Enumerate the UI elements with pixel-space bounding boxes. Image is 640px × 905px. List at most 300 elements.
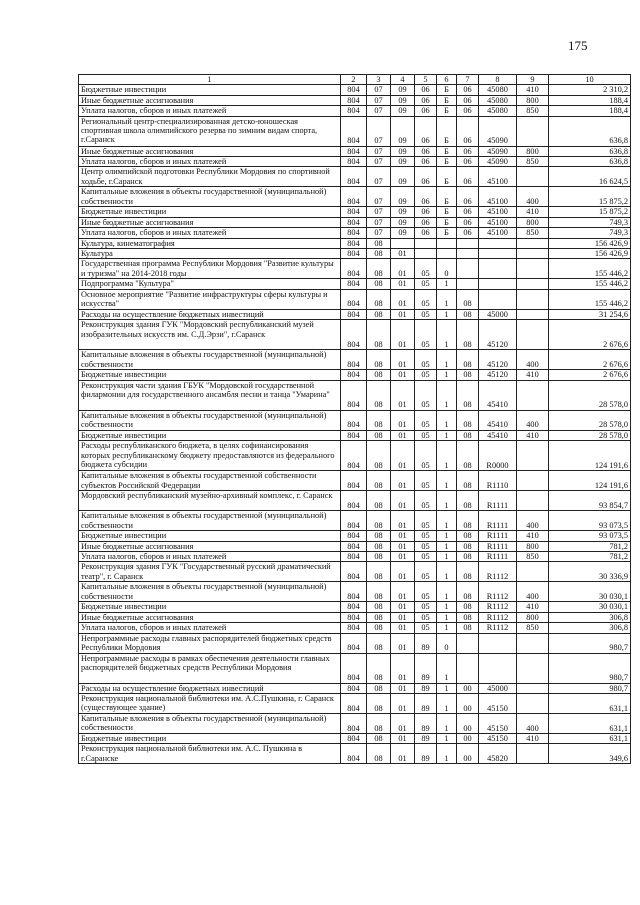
code-event: 00	[457, 693, 479, 713]
code-direction: R1110	[479, 471, 517, 491]
code-admin: 804	[341, 370, 367, 380]
code-event: 08	[457, 511, 479, 531]
code-direction: 45100	[479, 167, 517, 187]
code-subsection: 01	[391, 653, 415, 683]
row-name: Бюджетные инвестиции	[79, 733, 341, 743]
code-section: 07	[367, 207, 391, 217]
code-subprogram	[437, 238, 457, 248]
code-expense-type: 850	[517, 551, 549, 561]
table-row	[79, 146, 631, 156]
code-subsection: 01	[391, 511, 415, 531]
amount: 2 676,6	[549, 320, 631, 350]
amount: 636,8	[549, 146, 631, 156]
code-program: 05	[415, 612, 437, 622]
code-event: 08	[457, 551, 479, 561]
table-row	[79, 511, 631, 531]
code-expense-type: 410	[517, 85, 549, 95]
code-event: 06	[457, 228, 479, 238]
table-row	[79, 167, 631, 187]
code-program: 06	[415, 106, 437, 116]
code-program: 06	[415, 146, 437, 156]
table-row	[79, 106, 631, 116]
code-program: 05	[415, 289, 437, 309]
code-section: 08	[367, 491, 391, 511]
code-direction: 45000	[479, 683, 517, 693]
table-row	[79, 370, 631, 380]
code-subsection: 09	[391, 146, 415, 156]
code-event: 08	[457, 430, 479, 440]
row-name: Подпрограмма "Культура"	[79, 279, 341, 289]
row-name: Капитальные вложения в объекты государственной (муниципальной) собственности	[79, 713, 341, 733]
code-expense-type	[517, 320, 549, 350]
amount: 124 191,6	[549, 441, 631, 471]
code-program: 05	[415, 602, 437, 612]
code-direction: R1112	[479, 562, 517, 582]
table-row	[79, 217, 631, 227]
code-subsection: 01	[391, 320, 415, 350]
code-admin: 804	[341, 683, 367, 693]
table-row	[79, 95, 631, 105]
code-subsection	[391, 238, 415, 248]
code-program: 05	[415, 350, 437, 370]
code-program: 05	[415, 441, 437, 471]
code-event: 08	[457, 289, 479, 309]
code-subprogram: 1	[437, 541, 457, 551]
code-subsection: 01	[391, 309, 415, 319]
code-admin: 804	[341, 612, 367, 622]
code-section: 08	[367, 562, 391, 582]
code-program: 06	[415, 187, 437, 207]
code-expense-type	[517, 683, 549, 693]
code-event: 06	[457, 157, 479, 167]
code-subprogram: Б	[437, 167, 457, 187]
code-program	[415, 238, 437, 248]
table-row	[79, 309, 631, 319]
code-expense-type: 410	[517, 207, 549, 217]
row-name: Реконструкция национальной библиотеки им. А.С. Пушкина в г.Саранске	[79, 744, 341, 764]
code-event: 00	[457, 744, 479, 764]
code-event	[457, 279, 479, 289]
row-name: Реконструкция здания ГУК "Государственный русский драматический театр", г. Саранск	[79, 562, 341, 582]
code-subprogram: 1	[437, 582, 457, 602]
code-subprogram: 1	[437, 693, 457, 713]
code-direction: R1111	[479, 541, 517, 551]
code-program: 05	[415, 309, 437, 319]
code-subprogram: 1	[437, 683, 457, 693]
budget-table	[78, 74, 631, 764]
header-cell: 2	[341, 75, 367, 85]
code-event: 08	[457, 309, 479, 319]
code-expense-type	[517, 653, 549, 683]
code-expense-type: 850	[517, 228, 549, 238]
code-direction: 45410	[479, 430, 517, 440]
table-row	[79, 582, 631, 602]
amount: 980,7	[549, 683, 631, 693]
amount: 28 578,0	[549, 410, 631, 430]
code-program: 89	[415, 693, 437, 713]
code-subprogram: 1	[437, 350, 457, 370]
code-section: 08	[367, 238, 391, 248]
code-section: 08	[367, 683, 391, 693]
code-event	[457, 249, 479, 259]
code-subprogram: 1	[437, 562, 457, 582]
code-expense-type: 400	[517, 350, 549, 370]
row-name: Мордовский республиканский музейно-архивный комплекс, г. Саранск	[79, 491, 341, 511]
code-event: 08	[457, 602, 479, 612]
code-program: 05	[415, 511, 437, 531]
code-admin: 804	[341, 653, 367, 683]
code-expense-type: 850	[517, 623, 549, 633]
code-direction: 45120	[479, 370, 517, 380]
header-cell: 5	[415, 75, 437, 85]
code-program: 05	[415, 562, 437, 582]
table-row	[79, 531, 631, 541]
row-name: Основное мероприятие "Развитие инфраструктуры сферы культуры и искусства"	[79, 289, 341, 309]
code-expense-type: 850	[517, 157, 549, 167]
row-name: Иные бюджетные ассигнования	[79, 146, 341, 156]
code-program	[415, 249, 437, 259]
code-program: 05	[415, 541, 437, 551]
code-subsection: 01	[391, 410, 415, 430]
code-section: 07	[367, 167, 391, 187]
code-event: 06	[457, 217, 479, 227]
code-subprogram: 1	[437, 279, 457, 289]
code-direction: 45150	[479, 733, 517, 743]
code-event	[457, 653, 479, 683]
header-cell: 3	[367, 75, 391, 85]
code-subprogram: 1	[437, 713, 457, 733]
code-direction: R1111	[479, 531, 517, 541]
code-subprogram: 1	[437, 491, 457, 511]
code-program: 89	[415, 653, 437, 683]
code-event: 00	[457, 713, 479, 733]
code-expense-type	[517, 279, 549, 289]
code-expense-type: 850	[517, 106, 549, 116]
code-subprogram: Б	[437, 106, 457, 116]
code-subsection: 01	[391, 541, 415, 551]
amount: 15 875,2	[549, 187, 631, 207]
code-subprogram: 1	[437, 612, 457, 622]
code-subsection: 09	[391, 95, 415, 105]
code-direction: 45120	[479, 350, 517, 370]
code-expense-type: 800	[517, 612, 549, 622]
code-subprogram	[437, 249, 457, 259]
code-admin: 804	[341, 146, 367, 156]
code-admin: 804	[341, 187, 367, 207]
code-event: 06	[457, 167, 479, 187]
code-direction	[479, 289, 517, 309]
code-event: 08	[457, 441, 479, 471]
code-subsection: 01	[391, 259, 415, 279]
code-section: 07	[367, 217, 391, 227]
amount: 124 191,6	[549, 471, 631, 491]
code-section: 08	[367, 410, 391, 430]
code-event: 06	[457, 146, 479, 156]
code-section: 07	[367, 157, 391, 167]
code-section: 08	[367, 350, 391, 370]
code-section: 08	[367, 430, 391, 440]
table-row	[79, 430, 631, 440]
code-subsection: 09	[391, 217, 415, 227]
amount: 16 624,5	[549, 167, 631, 187]
table-row	[79, 633, 631, 653]
table-row	[79, 350, 631, 370]
code-admin: 804	[341, 309, 367, 319]
code-subprogram: Б	[437, 85, 457, 95]
code-direction	[479, 279, 517, 289]
code-admin: 804	[341, 733, 367, 743]
code-program: 06	[415, 228, 437, 238]
code-expense-type: 400	[517, 713, 549, 733]
code-expense-type: 410	[517, 602, 549, 612]
row-name: Реконструкция национальной библиотеки им. А.С.Пушкина, г. Саранск (существующее здание)	[79, 693, 341, 713]
code-section: 08	[367, 320, 391, 350]
amount: 749,3	[549, 228, 631, 238]
code-program: 05	[415, 531, 437, 541]
amount: 349,6	[549, 744, 631, 764]
amount: 781,2	[549, 551, 631, 561]
code-subprogram: 1	[437, 410, 457, 430]
code-section: 08	[367, 582, 391, 602]
code-program: 06	[415, 116, 437, 146]
code-subprogram: 1	[437, 380, 457, 410]
amount: 93 073,5	[549, 531, 631, 541]
code-event: 00	[457, 733, 479, 743]
row-name: Капитальные вложения в объекты государственной (муниципальной) собственности	[79, 582, 341, 602]
amount: 155 446,2	[549, 259, 631, 279]
header-cell: 1	[79, 75, 341, 85]
code-subprogram: Б	[437, 116, 457, 146]
code-expense-type	[517, 289, 549, 309]
header-cell: 7	[457, 75, 479, 85]
table-row	[79, 289, 631, 309]
code-section: 07	[367, 116, 391, 146]
code-direction: 45150	[479, 693, 517, 713]
code-subsection: 01	[391, 531, 415, 541]
code-expense-type	[517, 693, 549, 713]
code-subsection: 01	[391, 370, 415, 380]
code-admin: 804	[341, 279, 367, 289]
code-expense-type	[517, 167, 549, 187]
code-direction	[479, 653, 517, 683]
code-subsection: 09	[391, 167, 415, 187]
table-row	[79, 683, 631, 693]
row-name: Бюджетные инвестиции	[79, 602, 341, 612]
code-expense-type: 410	[517, 733, 549, 743]
code-subprogram: 0	[437, 633, 457, 653]
amount: 636,8	[549, 157, 631, 167]
code-section: 08	[367, 259, 391, 279]
table-row	[79, 562, 631, 582]
code-expense-type	[517, 471, 549, 491]
row-name: Центр олимпийской подготовки Республики Мордовия по спортивной ходьбе, г.Саранск	[79, 167, 341, 187]
code-direction: R0000	[479, 441, 517, 471]
code-admin: 804	[341, 320, 367, 350]
code-section: 07	[367, 146, 391, 156]
row-name: Иные бюджетные ассигнования	[79, 612, 341, 622]
code-expense-type	[517, 633, 549, 653]
header-cell: 4	[391, 75, 415, 85]
code-expense-type	[517, 562, 549, 582]
table-row	[79, 623, 631, 633]
code-admin: 804	[341, 106, 367, 116]
code-expense-type: 800	[517, 217, 549, 227]
amount: 31 254,6	[549, 309, 631, 319]
code-direction	[479, 633, 517, 653]
code-subprogram: 1	[437, 320, 457, 350]
table-row	[79, 653, 631, 683]
code-section: 08	[367, 441, 391, 471]
amount: 636,8	[549, 116, 631, 146]
table-row	[79, 238, 631, 248]
table-row	[79, 85, 631, 95]
code-direction: R1112	[479, 602, 517, 612]
row-name: Культура, кинематография	[79, 238, 341, 248]
page-number: 175	[568, 38, 588, 53]
code-event: 08	[457, 612, 479, 622]
code-subsection: 01	[391, 430, 415, 440]
row-name: Уплата налогов, сборов и иных платежей	[79, 551, 341, 561]
row-name: Капитальные вложения в объекты государственной (муниципальной) собственности	[79, 187, 341, 207]
amount: 2 676,6	[549, 350, 631, 370]
code-subsection: 01	[391, 733, 415, 743]
code-expense-type: 410	[517, 430, 549, 440]
code-direction: 45100	[479, 217, 517, 227]
code-program: 89	[415, 683, 437, 693]
code-admin: 804	[341, 511, 367, 531]
code-admin: 804	[341, 410, 367, 430]
amount: 30 030,1	[549, 582, 631, 602]
code-section: 08	[367, 289, 391, 309]
code-subsection: 01	[391, 441, 415, 471]
code-subsection: 01	[391, 562, 415, 582]
code-event: 06	[457, 106, 479, 116]
row-name: Бюджетные инвестиции	[79, 370, 341, 380]
code-section: 08	[367, 623, 391, 633]
row-name: Уплата налогов, сборов и иных платежей	[79, 106, 341, 116]
amount: 306,8	[549, 612, 631, 622]
table-row	[79, 228, 631, 238]
table-row	[79, 441, 631, 471]
code-admin: 804	[341, 582, 367, 602]
code-subprogram: 1	[437, 733, 457, 743]
table-row	[79, 551, 631, 561]
code-program: 05	[415, 551, 437, 561]
code-event: 06	[457, 95, 479, 105]
code-subsection: 09	[391, 228, 415, 238]
code-admin: 804	[341, 238, 367, 248]
code-direction: 45090	[479, 146, 517, 156]
code-program: 05	[415, 410, 437, 430]
code-expense-type	[517, 441, 549, 471]
code-subprogram: 1	[437, 623, 457, 633]
code-subprogram: 1	[437, 531, 457, 541]
header-row	[79, 75, 631, 85]
code-expense-type	[517, 259, 549, 279]
row-name: Непрограммные расходы в рамках обеспечения деятельности главных распорядителей бюджетных средств Республики Мордовия	[79, 653, 341, 683]
code-direction	[479, 238, 517, 248]
code-expense-type: 800	[517, 146, 549, 156]
row-name: Региональный центр-специализированная детско-юношеская спортивная школа олимпийского резерва по зимним видам спорта, г.Саранск	[79, 116, 341, 146]
code-event: 08	[457, 471, 479, 491]
code-event: 06	[457, 207, 479, 217]
row-name: Уплата налогов, сборов и иных платежей	[79, 157, 341, 167]
code-subsection: 01	[391, 350, 415, 370]
code-event: 06	[457, 116, 479, 146]
code-section: 07	[367, 95, 391, 105]
amount: 2 310,2	[549, 85, 631, 95]
amount: 781,2	[549, 541, 631, 551]
code-expense-type: 410	[517, 531, 549, 541]
code-section: 08	[367, 713, 391, 733]
amount: 749,3	[549, 217, 631, 227]
code-event	[457, 633, 479, 653]
amount: 156 426,9	[549, 238, 631, 248]
code-admin: 804	[341, 441, 367, 471]
code-admin: 804	[341, 562, 367, 582]
code-subprogram: Б	[437, 146, 457, 156]
code-section: 08	[367, 733, 391, 743]
code-admin: 804	[341, 623, 367, 633]
code-section: 07	[367, 228, 391, 238]
code-direction: R1112	[479, 623, 517, 633]
code-program: 89	[415, 633, 437, 653]
amount: 93 854,7	[549, 491, 631, 511]
code-subsection: 01	[391, 582, 415, 602]
header-cell: 8	[479, 75, 517, 85]
table-row	[79, 693, 631, 713]
code-admin: 804	[341, 95, 367, 105]
amount: 980,7	[549, 633, 631, 653]
code-subsection: 01	[391, 623, 415, 633]
code-expense-type: 400	[517, 187, 549, 207]
code-event	[457, 259, 479, 279]
table-row	[79, 491, 631, 511]
code-section: 07	[367, 187, 391, 207]
code-subprogram: 1	[437, 441, 457, 471]
code-direction: 45410	[479, 380, 517, 410]
code-program: 05	[415, 380, 437, 410]
code-admin: 804	[341, 228, 367, 238]
code-expense-type	[517, 744, 549, 764]
code-direction: 45080	[479, 85, 517, 95]
code-program: 05	[415, 259, 437, 279]
code-expense-type: 800	[517, 541, 549, 551]
code-direction: 45120	[479, 320, 517, 350]
amount: 15 875,2	[549, 207, 631, 217]
amount: 980,7	[549, 653, 631, 683]
code-direction: 45080	[479, 106, 517, 116]
code-admin: 804	[341, 289, 367, 309]
code-section: 08	[367, 279, 391, 289]
code-admin: 804	[341, 744, 367, 764]
code-subprogram: 0	[437, 259, 457, 279]
header-cell: 6	[437, 75, 457, 85]
table-row	[79, 733, 631, 743]
amount: 188,4	[549, 106, 631, 116]
code-subsection: 09	[391, 85, 415, 95]
code-subsection: 09	[391, 187, 415, 207]
code-program: 05	[415, 320, 437, 350]
code-subprogram: 1	[437, 653, 457, 683]
code-subprogram: 1	[437, 511, 457, 531]
code-subsection: 01	[391, 633, 415, 653]
code-direction: R1112	[479, 582, 517, 602]
code-admin: 804	[341, 471, 367, 491]
code-program: 05	[415, 430, 437, 440]
header-cell: 9	[517, 75, 549, 85]
row-name: Культура	[79, 249, 341, 259]
